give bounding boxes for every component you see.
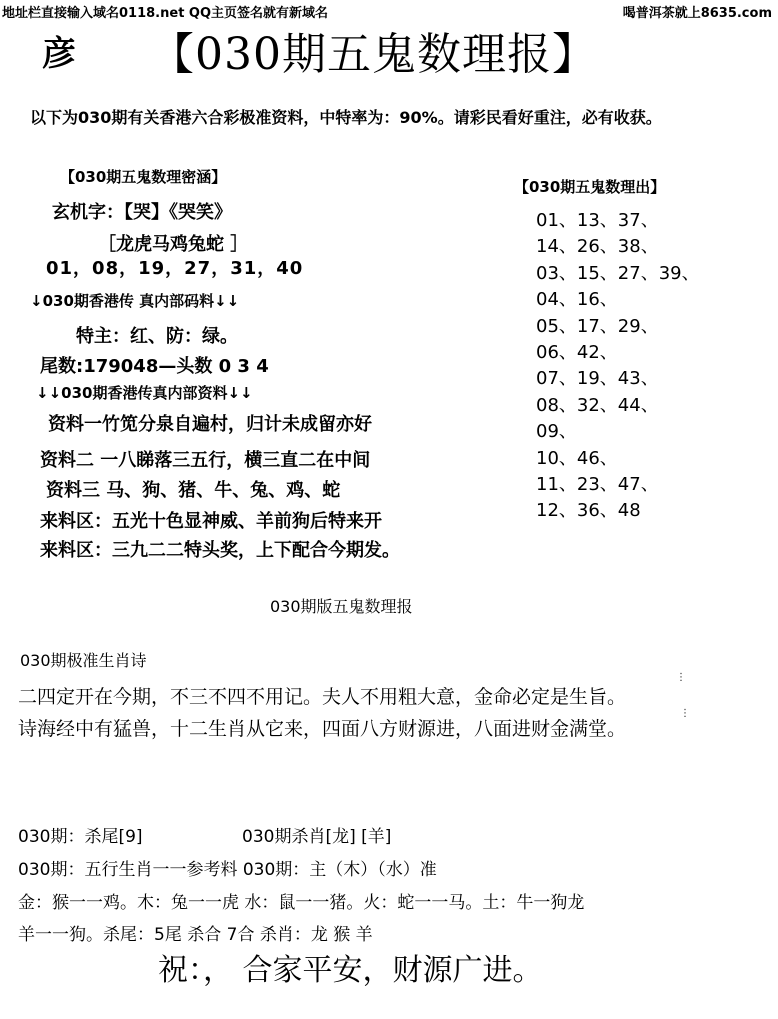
number-list [536,208,700,525]
data-line-5: 来料区：三九二二特头奖，上下配合今期发。 [40,540,400,561]
list-item: 03、15、27、39、 [536,262,700,284]
list-item: 12、36、48 [536,500,641,522]
list-item: 05、17、29、 [536,315,659,337]
data-line-1: 资料一竹笕分泉自遍村，归计未成留亦好 [48,414,372,435]
right-heading: 【030期五鬼数理出】 [514,178,666,196]
data-line-4: 来料区：五光十色显神威、羊前狗后特来开 [40,511,382,532]
xuanji-line: 玄机字：【哭】《哭笑》 [52,202,232,223]
list-item: 01、13、37、 [536,210,659,231]
top-banner-left: 地址栏直接输入域名0118.net QQ主页签名就有新域名 [2,6,329,21]
left-heading: 【030期五鬼数理密涵】 [60,168,227,186]
list-item: 08、32、44、 [536,394,659,416]
numbers-line: 01，08，19，27，31，40 [46,258,304,279]
list-item: 06、42、 [536,341,618,363]
kill-zodiac: 030期杀肖[龙] [羊] [242,827,392,847]
poem-line-1: 二四定开在今期，不三不四不用记。夫人不用粗大意，金命必定是生旨。 [18,686,627,708]
page-title: 【030期五鬼数理报】 [150,29,597,80]
edge-mark: ⋮ [676,672,686,683]
edge-mark: ⋮ [680,708,690,719]
list-item: 09、 [536,421,577,443]
poem-line-2: 诗海经中有猛兽，十二生肖从它来，四面八方财源进，八面进财金满堂。 [18,718,627,740]
zodiac-line: ［龙虎马鸡兔蛇 ］ [98,234,249,255]
list-item: 07、19、43、 [536,368,659,390]
list-item: 04、16、 [536,289,618,311]
data-line-3: 资料三 马、狗、猪、牛、兔、鸡、蛇 [46,480,341,501]
list-item: 11、23、47、 [536,473,659,495]
list-item: 10、46、 [536,447,618,469]
blessing-text: 祝：， 合家平安，财源广进。 [158,953,543,988]
wuxing-detail-b: 羊一一狗。杀尾：5尾 杀合 7合 杀肖：龙 猴 羊 [18,925,373,945]
wuxing-line: 030期：五行生肖一一参考料 030期：主（木）（水）准 [18,860,437,880]
inside-title-2: ↓↓030期香港传真内部资料↓↓ [36,384,253,402]
intro-text: 以下为030期有关香港六合彩极准资料，中特率为：90%。请彩民看好重注，必有收获。 [30,108,662,127]
kill-tail: 030期：杀尾[9] [18,827,143,847]
inside-title: ↓030期香港传 真内部码料↓↓ [30,292,240,310]
top-banner-right: 喝普洱茶就上8635.com [622,6,772,21]
poem-title: 030期极准生肖诗 [20,651,147,670]
wuxing-detail-a: 金：猴一一鸡。木：兔一一虎 水：鼠一一猪。火：蛇一一马。土：牛一狗龙 [18,893,585,913]
mid-title: 030期版五鬼数理报 [270,597,413,616]
tezhu-line: 特主：红、防：绿。 [76,326,238,347]
data-line-2: 资料二 一八睇落三五行，横三直二在中间 [40,450,371,471]
logo-mark: 彦 [42,34,76,74]
weishu-line: 尾数:179048—头数 0 3 4 [40,356,269,377]
list-item: 14、26、38、 [536,236,659,258]
